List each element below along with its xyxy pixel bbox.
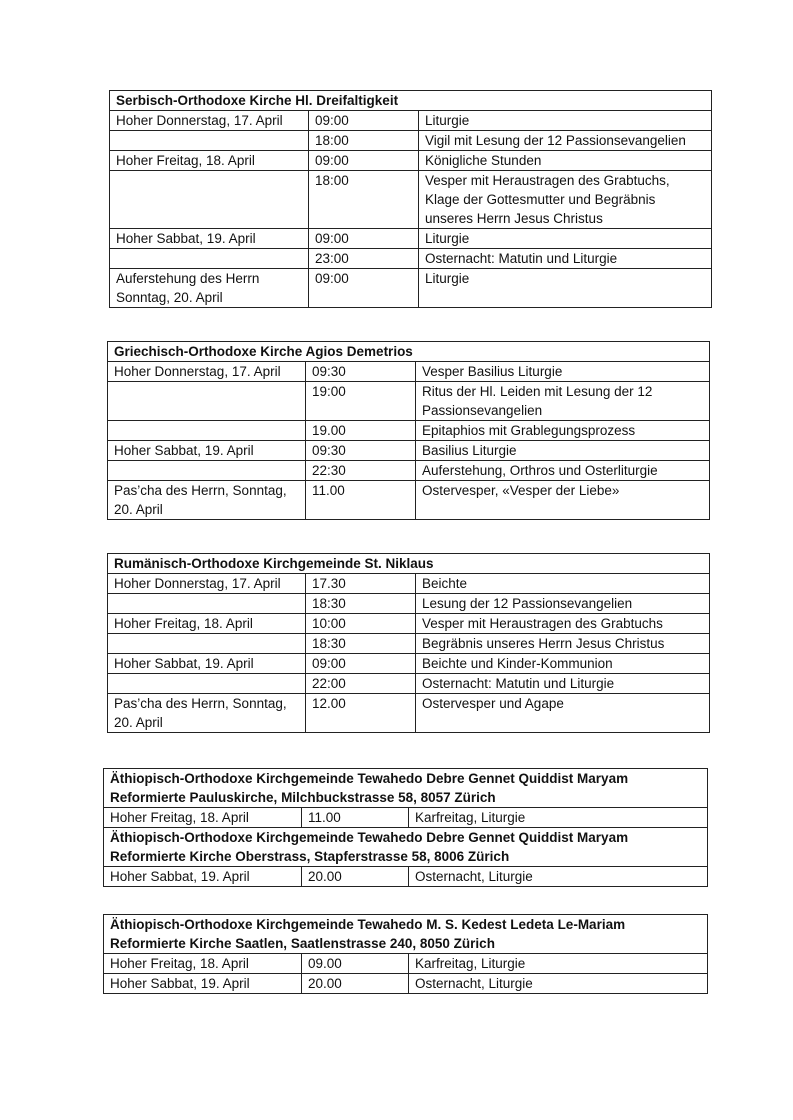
schedule-serbian bbox=[109, 90, 712, 308]
service-cell: Beichte bbox=[416, 574, 710, 594]
day-cell: Hoher Freitag, 18. April bbox=[104, 954, 302, 974]
church-title: Rumänisch-Orthodoxe Kirchgemeinde St. Niklaus bbox=[108, 554, 710, 574]
service-cell: Epitaphios mit Grablegungsprozess bbox=[416, 421, 710, 441]
day-cell: Hoher Freitag, 18. April bbox=[104, 808, 302, 828]
table-row bbox=[110, 151, 712, 171]
time-cell: 20.00 bbox=[302, 867, 409, 887]
service-cell: Liturgie bbox=[419, 269, 712, 308]
service-cell: Osternacht: Matutin und Liturgie bbox=[416, 674, 710, 694]
time-cell: 09:00 bbox=[306, 654, 416, 674]
service-cell: Vesper mit Heraustragen des Grabtuchs, Klage der Gottesmutter und Begräbnis unseres Herrn Jesus Christus bbox=[419, 171, 712, 229]
service-cell: Karfreitag, Liturgie bbox=[409, 808, 708, 828]
time-cell: 12.00 bbox=[306, 694, 416, 733]
service-cell: Ostervesper und Agape bbox=[416, 694, 710, 733]
service-cell: Ritus der Hl. Leiden mit Lesung der 12 Passionsevangelien bbox=[416, 382, 710, 421]
day-cell: Hoher Sabbat, 19. April bbox=[108, 654, 306, 674]
time-cell: 22:00 bbox=[306, 674, 416, 694]
day-cell: Auferstehung des Herrn Sonntag, 20. April bbox=[110, 269, 309, 308]
time-cell: 09:00 bbox=[309, 111, 419, 131]
time-cell: 11.00 bbox=[306, 481, 416, 520]
service-cell: Begräbnis unseres Herrn Jesus Christus bbox=[416, 634, 710, 654]
table-row bbox=[110, 269, 712, 308]
table-row bbox=[110, 229, 712, 249]
time-cell: 18:30 bbox=[306, 594, 416, 614]
schedule-ethiopian-1 bbox=[103, 768, 708, 887]
day-cell: Hoher Donnerstag, 17. April bbox=[108, 574, 306, 594]
time-cell: 18:00 bbox=[309, 131, 419, 151]
schedule-table bbox=[103, 768, 708, 887]
table-row bbox=[108, 694, 710, 733]
church-title: Serbisch-Orthodoxe Kirche Hl. Dreifaltigkeit bbox=[110, 91, 712, 111]
schedule-table bbox=[107, 553, 710, 733]
table-row bbox=[108, 634, 710, 654]
time-cell: 20.00 bbox=[302, 974, 409, 994]
service-cell: Vesper Basilius Liturgie bbox=[416, 362, 710, 382]
day-cell bbox=[110, 249, 309, 269]
table-row bbox=[104, 867, 708, 887]
service-cell: Königliche Stunden bbox=[419, 151, 712, 171]
table-row bbox=[108, 574, 710, 594]
table-row bbox=[108, 654, 710, 674]
service-cell: Vigil mit Lesung der 12 Passionsevangelien bbox=[419, 131, 712, 151]
time-cell: 19:00 bbox=[306, 382, 416, 421]
day-cell bbox=[110, 131, 309, 151]
table-row bbox=[110, 131, 712, 151]
table-row bbox=[108, 421, 710, 441]
church-title: Griechisch-Orthodoxe Kirche Agios Demetrios bbox=[108, 342, 710, 362]
day-cell: Pas’cha des Herrn, Sonntag, 20. April bbox=[108, 694, 306, 733]
table-row bbox=[104, 808, 708, 828]
day-cell bbox=[108, 674, 306, 694]
service-cell: Osternacht, Liturgie bbox=[409, 974, 708, 994]
service-cell: Osternacht, Liturgie bbox=[409, 867, 708, 887]
day-cell: Hoher Donnerstag, 17. April bbox=[108, 362, 306, 382]
day-cell bbox=[108, 382, 306, 421]
service-cell: Liturgie bbox=[419, 111, 712, 131]
table-row bbox=[104, 974, 708, 994]
time-cell: 23:00 bbox=[309, 249, 419, 269]
table-row bbox=[104, 954, 708, 974]
table-row bbox=[108, 382, 710, 421]
time-cell: 09:00 bbox=[309, 269, 419, 308]
table-row bbox=[108, 614, 710, 634]
service-cell: Liturgie bbox=[419, 229, 712, 249]
schedule-greek bbox=[107, 341, 710, 520]
time-cell: 19.00 bbox=[306, 421, 416, 441]
service-cell: Karfreitag, Liturgie bbox=[409, 954, 708, 974]
schedule-table bbox=[107, 341, 710, 520]
day-cell bbox=[108, 634, 306, 654]
schedule-ethiopian-2 bbox=[103, 914, 708, 994]
day-cell: Hoher Freitag, 18. April bbox=[110, 151, 309, 171]
service-cell: Ostervesper, «Vesper der Liebe» bbox=[416, 481, 710, 520]
schedule-romanian bbox=[107, 553, 710, 733]
table-row bbox=[108, 461, 710, 481]
service-cell: Auferstehung, Orthros und Osterliturgie bbox=[416, 461, 710, 481]
time-cell: 18:30 bbox=[306, 634, 416, 654]
day-cell bbox=[110, 171, 309, 229]
time-cell: 09:00 bbox=[309, 151, 419, 171]
service-cell: Osternacht: Matutin und Liturgie bbox=[419, 249, 712, 269]
time-cell: 09:30 bbox=[306, 362, 416, 382]
service-cell: Vesper mit Heraustragen des Grabtuchs bbox=[416, 614, 710, 634]
table-row bbox=[110, 111, 712, 131]
time-cell: 09.00 bbox=[302, 954, 409, 974]
service-cell: Lesung der 12 Passionsevangelien bbox=[416, 594, 710, 614]
table-row bbox=[108, 362, 710, 382]
schedule-table bbox=[103, 914, 708, 994]
day-cell: Hoher Sabbat, 19. April bbox=[108, 441, 306, 461]
church-title: Äthiopisch-Orthodoxe Kirchgemeinde Tewahedo Debre Gennet Quiddist Maryam Reformierte Kirche Oberstrass, Stapferstrasse 58, 8006 Zürich bbox=[104, 828, 708, 867]
day-cell: Hoher Sabbat, 19. April bbox=[104, 867, 302, 887]
service-cell: Basilius Liturgie bbox=[416, 441, 710, 461]
day-cell bbox=[108, 594, 306, 614]
time-cell: 10:00 bbox=[306, 614, 416, 634]
table-row bbox=[108, 674, 710, 694]
time-cell: 17.30 bbox=[306, 574, 416, 594]
time-cell: 18:00 bbox=[309, 171, 419, 229]
schedule-table bbox=[109, 90, 712, 308]
time-cell: 11.00 bbox=[302, 808, 409, 828]
day-cell: Hoher Sabbat, 19. April bbox=[104, 974, 302, 994]
table-row bbox=[110, 249, 712, 269]
table-row bbox=[108, 481, 710, 520]
service-cell: Beichte und Kinder-Kommunion bbox=[416, 654, 710, 674]
time-cell: 22:30 bbox=[306, 461, 416, 481]
church-title: Äthiopisch-Orthodoxe Kirchgemeinde Tewahedo M. S. Kedest Ledeta Le-Mariam Reformierte Kirche Saatlen, Saatlenstrasse 240, 8050 Zürich bbox=[104, 915, 708, 954]
day-cell bbox=[108, 461, 306, 481]
table-row bbox=[108, 441, 710, 461]
day-cell: Hoher Sabbat, 19. April bbox=[110, 229, 309, 249]
table-row bbox=[108, 594, 710, 614]
day-cell bbox=[108, 421, 306, 441]
time-cell: 09:00 bbox=[309, 229, 419, 249]
day-cell: Hoher Freitag, 18. April bbox=[108, 614, 306, 634]
church-title: Äthiopisch-Orthodoxe Kirchgemeinde Tewahedo Debre Gennet Quiddist Maryam Reformierte Pauluskirche, Milchbuckstrasse 58, 8057 Zürich bbox=[104, 769, 708, 808]
table-row bbox=[110, 171, 712, 229]
day-cell: Hoher Donnerstag, 17. April bbox=[110, 111, 309, 131]
time-cell: 09:30 bbox=[306, 441, 416, 461]
day-cell: Pas’cha des Herrn, Sonntag, 20. April bbox=[108, 481, 306, 520]
